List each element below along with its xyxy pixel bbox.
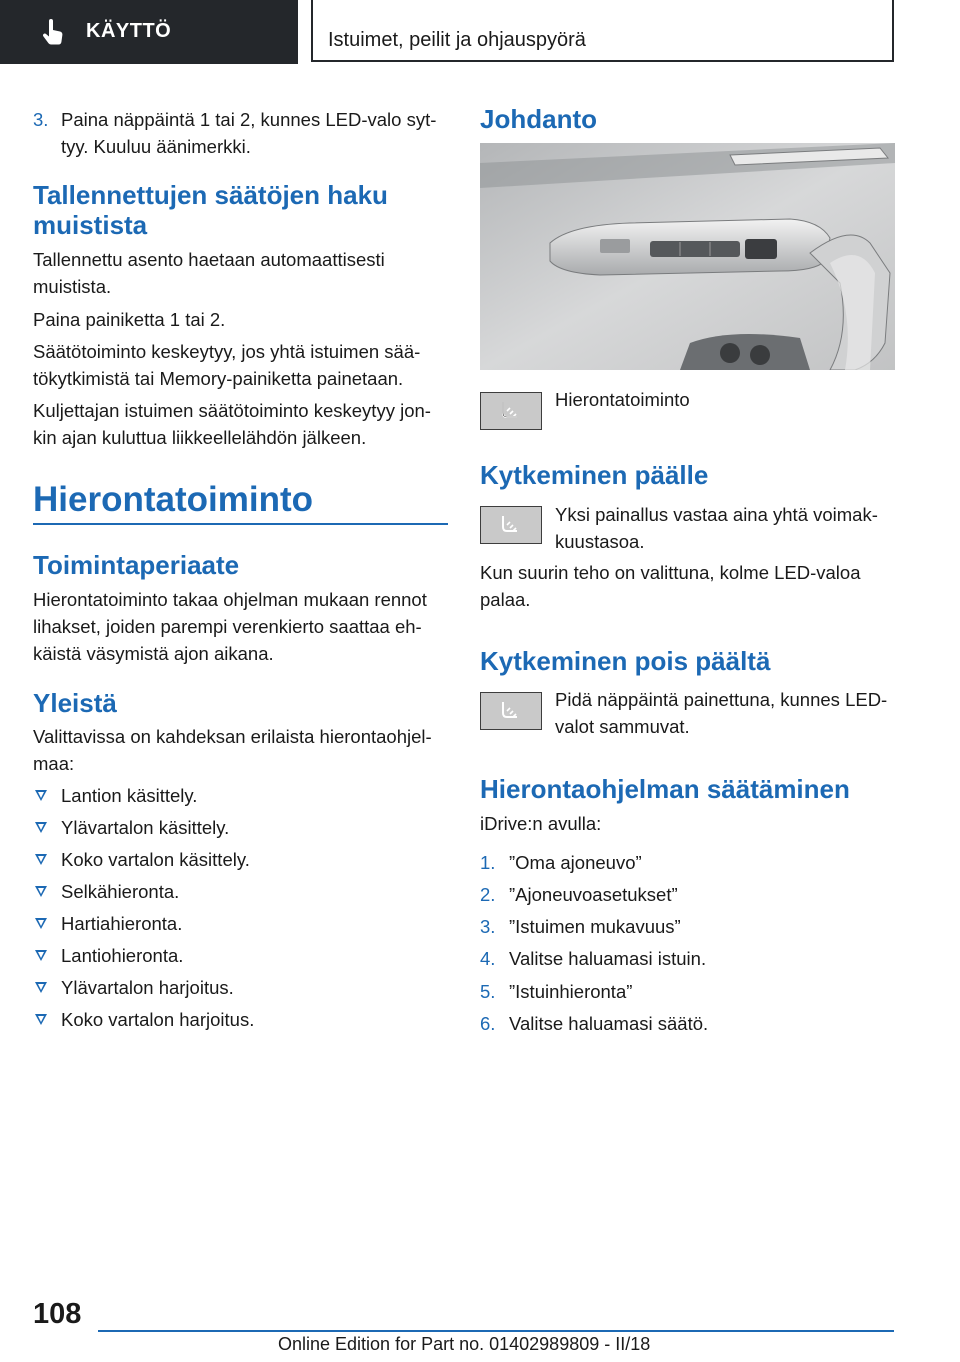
step-text: Valitse haluamasi istuin.: [509, 948, 707, 969]
step-number: 4.: [480, 948, 496, 969]
list-item: Koko vartalon käsittely.: [61, 849, 250, 870]
bullet-triangle-icon: [35, 790, 47, 801]
section-heading: Toimintaperiaate: [33, 550, 240, 580]
massage-button-icon: [480, 692, 542, 730]
footer-rule: [98, 1330, 894, 1332]
paragraph: Valittavissa on kahdeksan erilaista hierontaohjel‐: [33, 726, 432, 747]
step-number: 3.: [480, 916, 496, 937]
step-number: 1.: [480, 852, 496, 873]
list-item: Lantiohieronta.: [61, 945, 184, 966]
paragraph: Kun suurin teho on valittuna, kolme LED-valoa: [480, 562, 861, 583]
icon-caption: Hierontatoiminto: [555, 389, 690, 410]
paragraph: Kuljettajan istuimen säätötoiminto keskeytyy jon‐: [33, 400, 431, 421]
bullet-triangle-icon: [35, 886, 47, 897]
door-panel-photo: [480, 143, 895, 370]
step-number: 2.: [480, 884, 496, 905]
bullet-triangle-icon: [35, 822, 47, 833]
paragraph: muistista.: [33, 276, 112, 297]
paragraph: Yksi painallus vastaa aina yhtä voimak‐: [555, 504, 878, 525]
list-item: Koko vartalon harjoitus.: [61, 1009, 255, 1030]
hand-pointer-icon: [38, 18, 68, 48]
list-item: Lantion käsittely.: [61, 785, 198, 806]
step-text: ”Istuimen mukavuus”: [509, 916, 681, 937]
section-heading: muistista: [33, 210, 148, 240]
list-item: Hartiahieronta.: [61, 913, 183, 934]
step-text: ”Ajoneuvoasetukset”: [509, 884, 678, 905]
paragraph: kin ajan kuluttua liikkeellelähdön jälkeen.: [33, 427, 367, 448]
chapter-heading: Hierontatoiminto: [33, 480, 313, 519]
section-heading: Hierontaohjelman säätäminen: [480, 774, 850, 804]
edition-link[interactable]: Online Edition for Part no. 01402989809 - II/18: [278, 1334, 651, 1354]
paragraph: maa:: [33, 753, 75, 774]
chapter-header: [311, 0, 894, 62]
bullet-triangle-icon: [35, 854, 47, 865]
section-heading: Yleistä: [33, 688, 117, 718]
paragraph: käistä väsymistä ajon aikana.: [33, 643, 274, 664]
paragraph: valot sammuvat.: [555, 716, 690, 737]
list-item: Ylävartalon käsittely.: [61, 817, 230, 838]
section-heading: Tallennettujen säätöjen haku: [33, 180, 388, 210]
section-tab[interactable]: [0, 0, 298, 64]
section-label: KÄYTTÖ: [86, 20, 172, 42]
paragraph: Hierontatoiminto takaa ohjelman mukaan rennot: [33, 589, 427, 610]
bullet-triangle-icon: [35, 1014, 47, 1025]
step-text: ”Istuinhieronta”: [509, 981, 633, 1002]
paragraph: Paina painiketta 1 tai 2.: [33, 309, 226, 330]
paragraph: kuustasoa.: [555, 531, 645, 552]
bullet-triangle-icon: [35, 918, 47, 929]
massage-button-icon: [480, 392, 542, 430]
step-text: Valitse haluamasi säätö.: [509, 1013, 709, 1034]
list-item: Selkähieronta.: [61, 881, 180, 902]
section-heading: Kytkeminen pois päältä: [480, 646, 771, 676]
section-heading: Kytkeminen päälle: [480, 460, 709, 490]
paragraph: Pidä näppäintä painettuna, kunnes LED-: [555, 689, 888, 710]
paragraph: iDrive:n avulla:: [480, 813, 602, 834]
bullet-triangle-icon: [35, 950, 47, 961]
step-text: Paina näppäintä 1 tai 2, kunnes LED-valo syt‐: [61, 109, 437, 130]
paragraph: palaa.: [480, 589, 531, 610]
heading-rule: [33, 523, 448, 525]
list-item: Ylävartalon harjoitus.: [61, 977, 234, 998]
paragraph: tökytkimistä tai Memory-painiketta painetaan.: [33, 368, 404, 389]
paragraph: Säätötoiminto keskeytyy, jos yhtä istuimen sää‐: [33, 341, 421, 362]
page-number: 108: [33, 1298, 82, 1330]
step-text: ”Oma ajoneuvo”: [509, 852, 642, 873]
step-text: tyy. Kuuluu äänimerkki.: [61, 136, 251, 157]
step-number: 5.: [480, 981, 496, 1002]
chapter-title: Istuimet, peilit ja ohjauspyörä: [328, 29, 586, 51]
bullet-triangle-icon: [35, 982, 47, 993]
massage-button-icon: [480, 506, 542, 544]
step-number: 6.: [480, 1013, 496, 1034]
step-number: 3.: [33, 109, 49, 130]
paragraph: lihakset, joiden parempi verenkierto saattaa eh‐: [33, 616, 422, 637]
section-heading: Johdanto: [480, 104, 597, 134]
paragraph: Tallennettu asento haetaan automaattisesti: [33, 249, 385, 270]
